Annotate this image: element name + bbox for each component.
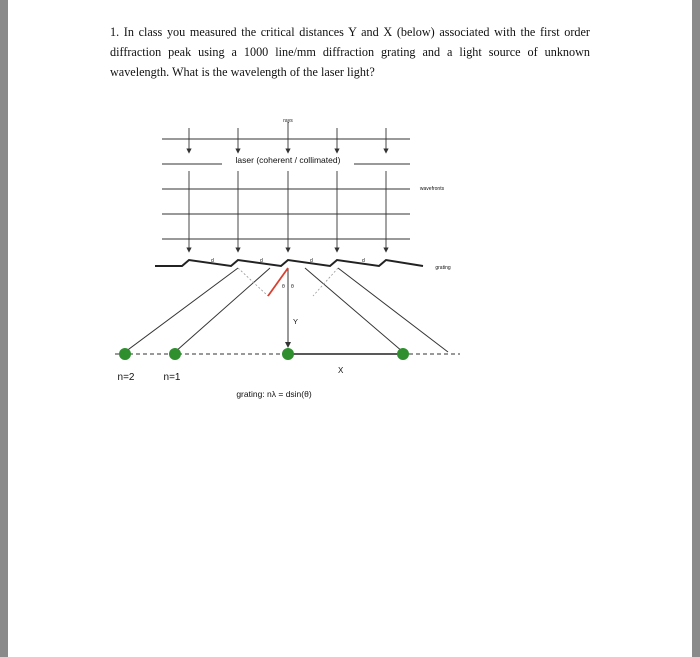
rays-label: rays: [283, 118, 293, 124]
x-label: X: [338, 366, 344, 375]
question-line-3: wavelength. What is the wavelength of the laser light?: [110, 65, 375, 79]
spot-n1-right: [397, 348, 409, 360]
d-label: d: [362, 258, 365, 264]
wavefronts-label: wavefronts: [419, 186, 445, 192]
formula-label: grating: nλ = dsin(θ): [236, 389, 312, 399]
d-label: d: [310, 258, 313, 264]
question-line-1: 1. In class you measured the critical distances Y and X (below) associated with the first order: [110, 25, 590, 39]
spot-n2-left: [119, 348, 131, 360]
incident-rays: [189, 122, 386, 250]
spot-n1-left: [169, 348, 181, 360]
n2-label: n=2: [117, 372, 135, 383]
d-label: d: [260, 258, 263, 264]
theta-label: θ: [282, 284, 285, 290]
path-difference-highlight: [268, 268, 288, 296]
y-label: Y: [293, 317, 299, 326]
grating-label: grating: [435, 265, 451, 271]
laser-label: laser (coherent / collimated): [235, 155, 341, 165]
question-line-2: diffraction peak using a 1000 line/mm diffraction grating and a light source of unknown: [110, 45, 590, 59]
grating-line: [155, 260, 423, 266]
theta-label: θ: [291, 284, 294, 290]
n1-label: n=1: [163, 372, 181, 383]
wavefront-lines: [162, 139, 410, 239]
diffracted-rays: [125, 268, 448, 352]
d-label: d: [211, 258, 214, 264]
spot-central: [282, 348, 294, 360]
